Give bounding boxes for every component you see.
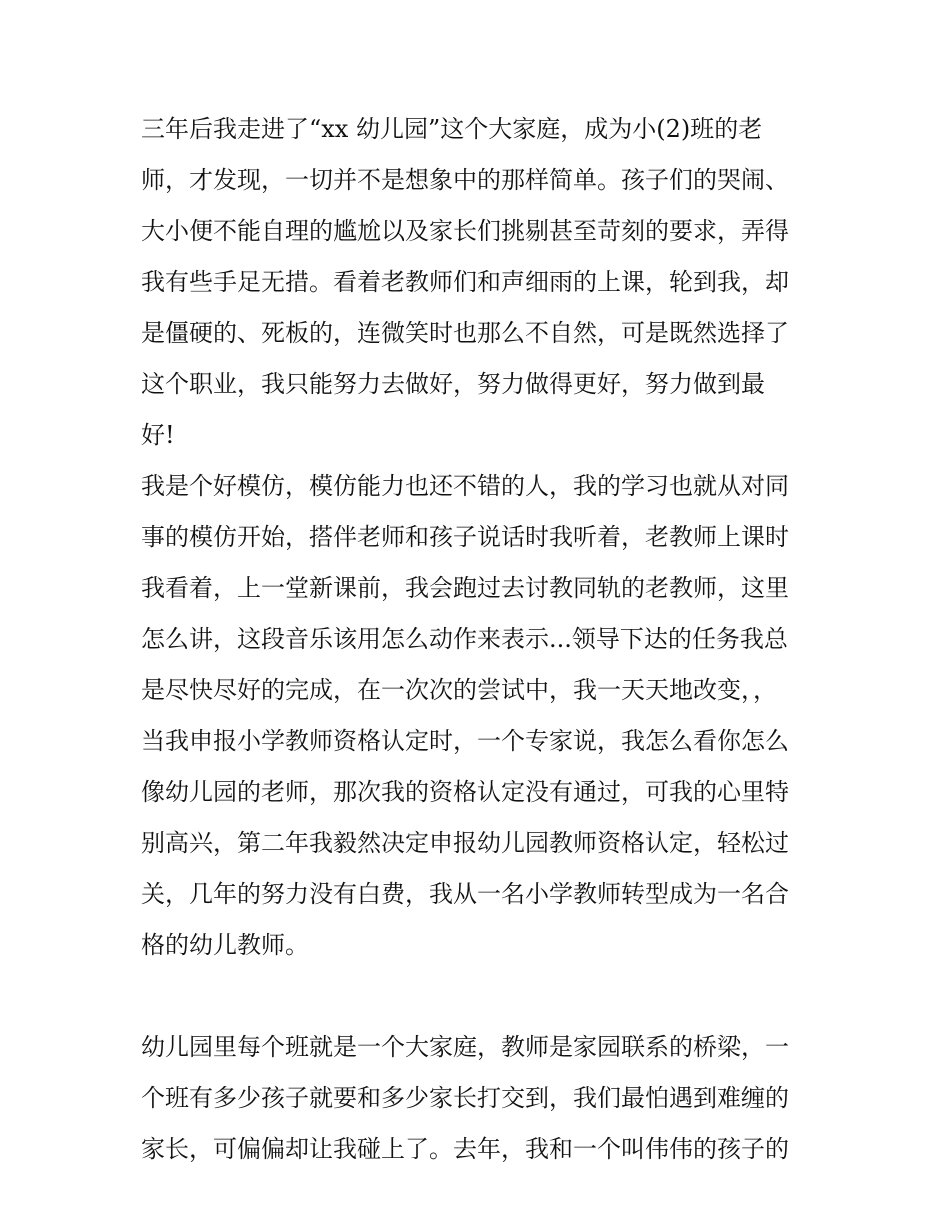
text-line: 像幼儿园的老师，那次我的资格认定没有通过，可我的心里特 [141,778,789,806]
text-line: 是尽快尽好的完成，在一次次的尝试中，我一天天地改变，， [141,676,777,704]
text-line: 怎么讲，这段音乐该用怎么动作来表示...领导下达的任务我总 [141,625,788,653]
text-line: 师，才发现，一切并不是想象中的那样简单。孩子们的哭闹、 [141,166,789,194]
text-line: 三年后我走进了“xx 幼儿园”这个大家庭，成为小(2)班的老 [141,115,763,143]
paragraph-2 [141,461,821,1022]
text-line: 这个职业，我只能努力去做好，努力做得更好，努力做到最 [141,370,765,398]
text-line: 家长，可偏偏却让我碰上了。去年，我和一个叫伟伟的孩子的 [141,1135,789,1163]
body-text [141,104,821,1175]
text-line: 好! [141,421,175,449]
paragraph-3 [141,1022,821,1175]
text-line: 我看着，上一堂新课前，我会跑过去讨教同轨的老教师，这里 [141,574,789,602]
text-line: 我是个好模仿，模仿能力也还不错的人，我的学习也就从对同 [141,472,789,500]
text-line: 我有些手足无措。看着老教师们和声细雨的上课，轮到我，却 [141,268,789,296]
text-line: 格的幼儿教师。 [141,931,309,959]
text-line: 事的模仿开始，搭伴老师和孩子说话时我听着，老教师上课时 [141,523,789,551]
text-line: 大小便不能自理的尴尬以及家长们挑剔甚至苛刻的要求，弄得 [141,217,789,245]
text-line: 是僵硬的、死板的，连微笑时也那么不自然，可是既然选择了 [141,319,789,347]
text-line: 当我申报小学教师资格认定时，一个专家说，我怎么看你怎么 [141,727,789,755]
text-line: 个班有多少孩子就要和多少家长打交到，我们最怕遇到难缠的 [141,1084,789,1112]
text-line: 别高兴，第二年我毅然决定申报幼儿园教师资格认定，轻松过 [141,829,789,857]
paragraph-1 [141,104,821,461]
text-line [141,971,821,1022]
text-line: 幼儿园里每个班就是一个大家庭，教师是家园联系的桥梁，一 [141,1033,789,1061]
text-line: 关，几年的努力没有白费，我从一名小学教师转型成为一名合 [141,880,789,908]
